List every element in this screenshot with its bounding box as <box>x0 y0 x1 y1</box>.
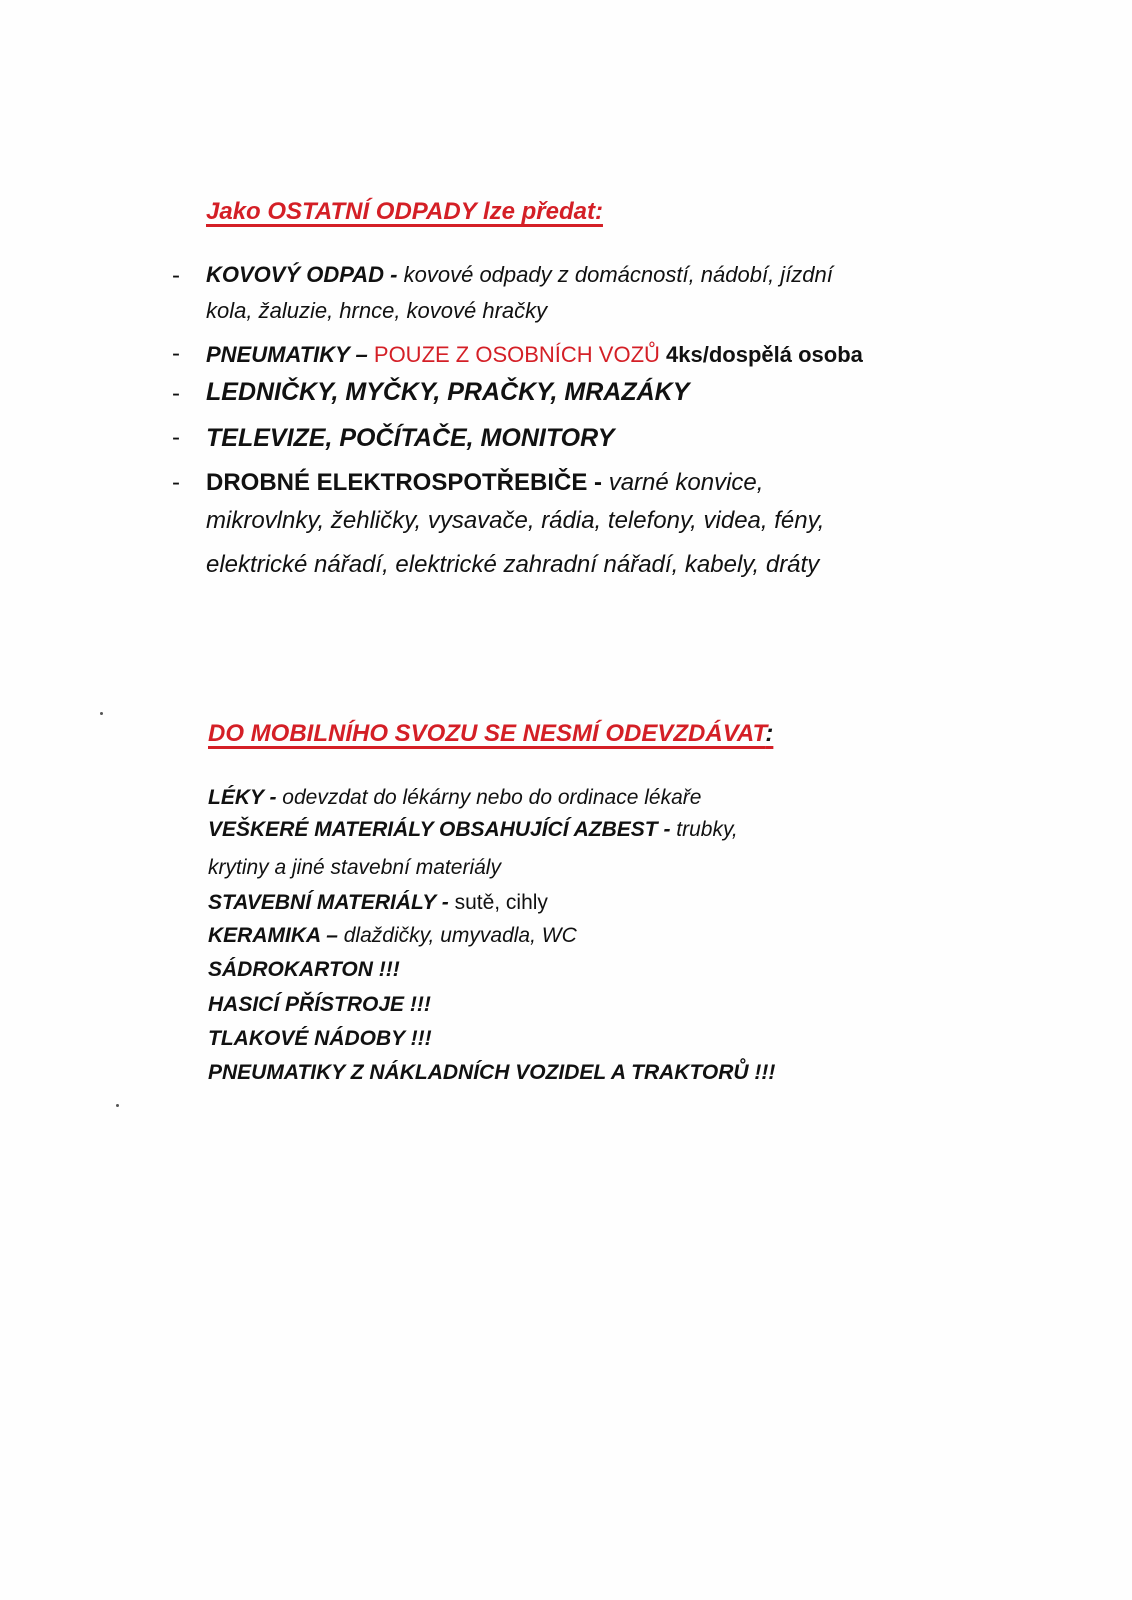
item-title: KERAMIKA – <box>208 924 344 947</box>
section-heading-prohibited <box>208 720 773 748</box>
item-small-appliances <box>206 469 763 497</box>
bullet-dash: - <box>172 340 180 367</box>
item-title: LÉKY - <box>208 786 283 809</box>
item-description: sutě, cihly <box>454 891 548 914</box>
item-title: DROBNÉ ELEKTROSPOTŘEBIČE - <box>206 469 609 496</box>
heading-colon: : <box>765 720 774 747</box>
item-tyres <box>206 342 863 368</box>
item-description: dlaždičky, umyvadla, WC <box>343 924 577 947</box>
prohibited-item-asbestos <box>208 818 738 842</box>
item-note: POUZE Z OSOBNÍCH VOZŮ <box>373 342 660 367</box>
item-description-cont: elektrické nářadí, elektrické zahradní nářadí, kabely, dráty <box>206 551 820 578</box>
prohibited-item-plasterboard: SÁDROKARTON !!! <box>208 958 400 981</box>
prohibited-item-building-materials <box>208 891 548 915</box>
bullet-dash: - <box>172 262 180 289</box>
scan-speck <box>100 712 103 715</box>
bullet-dash: - <box>172 380 180 407</box>
heading-text: DO MOBILNÍHO SVOZU SE NESMÍ ODEVZDÁVAT <box>208 720 766 747</box>
section-heading-other-waste: Jako OSTATNÍ ODPADY lze předat: <box>206 198 603 225</box>
item-limit: 4ks/dospělá osoba <box>659 342 863 367</box>
bullet-dash: - <box>172 469 180 496</box>
item-appliances: LEDNIČKY, MYČKY, PRAČKY, MRAZÁKY <box>206 378 690 406</box>
item-description-cont: krytiny a jiné stavební materiály <box>208 856 501 879</box>
prohibited-item-ceramics <box>208 924 577 948</box>
item-title: STAVEBNÍ MATERIÁLY - <box>208 891 455 914</box>
bullet-dash: - <box>172 424 180 451</box>
item-description: trubky, <box>676 818 738 841</box>
item-description: kovové odpady z domácností, nádobí, jízdní <box>403 262 833 287</box>
item-title: VEŠKERÉ MATERIÁLY OBSAHUJÍCÍ AZBEST - <box>208 818 677 841</box>
item-title: KOVOVÝ ODPAD - <box>206 262 404 287</box>
prohibited-item-truck-tyres: PNEUMATIKY Z NÁKLADNÍCH VOZIDEL A TRAKTORŮ !!! <box>208 1061 776 1084</box>
item-description-cont: mikrovlnky, žehličky, vysavače, rádia, telefony, videa, fény, <box>206 507 825 534</box>
item-metal-waste <box>206 262 833 288</box>
scan-speck <box>116 1104 119 1107</box>
prohibited-item-pressure-vessels: TLAKOVÉ NÁDOBY !!! <box>208 1027 432 1050</box>
prohibited-item-fire-extinguishers: HASICÍ PŘÍSTROJE !!! <box>208 993 431 1016</box>
item-description: odevzdat do lékárny nebo do ordinace lékaře <box>282 786 702 809</box>
item-electronics: TELEVIZE, POČÍTAČE, MONITORY <box>206 424 615 452</box>
prohibited-item-medicine <box>208 786 701 810</box>
item-description: varné konvice, <box>608 469 764 496</box>
item-title: PNEUMATIKY – <box>206 342 374 367</box>
item-description-cont: kola, žaluzie, hrnce, kovové hračky <box>206 298 548 323</box>
